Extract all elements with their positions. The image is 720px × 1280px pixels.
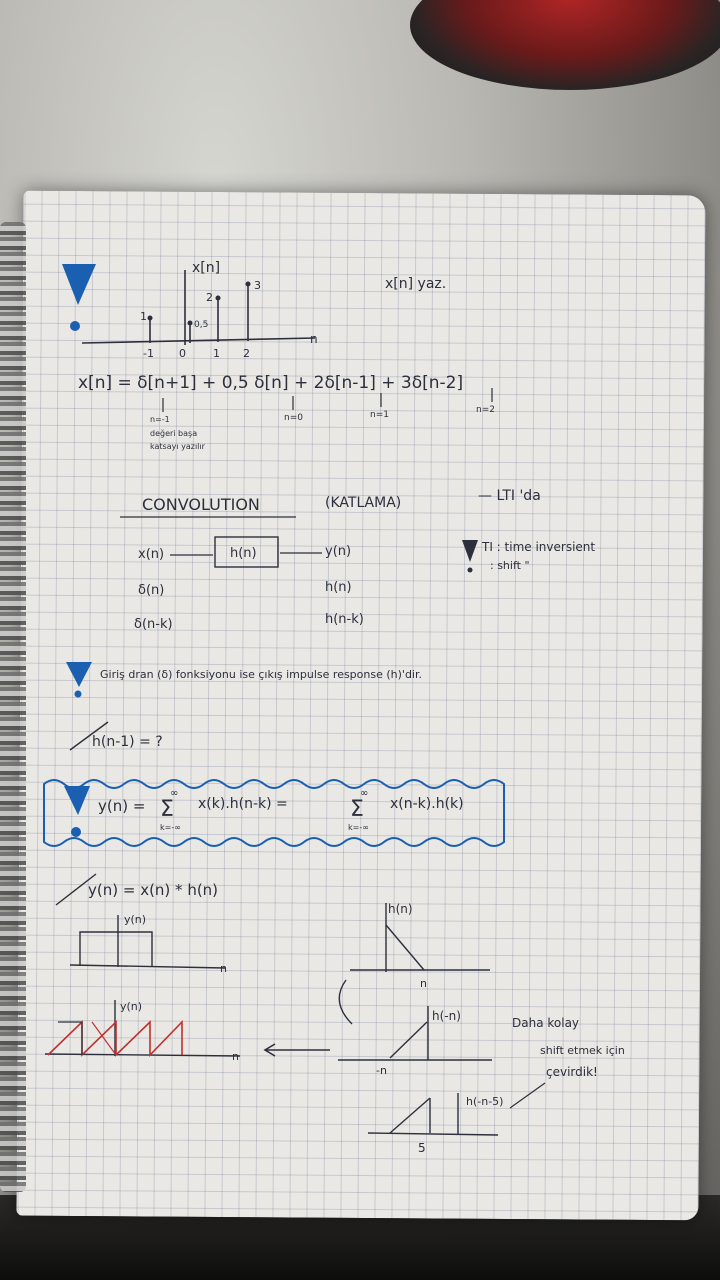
side-note-2: shift etmek için — [540, 1044, 625, 1057]
arrow-label-1: n=-1 — [150, 415, 170, 424]
sum-bottom-2: k=-∞ — [348, 823, 369, 832]
axis-label-xn: x[n] — [192, 260, 221, 276]
side-note-1: Daha kolay — [512, 1016, 580, 1030]
block-label: h(n) — [230, 546, 257, 561]
axis-n: n — [310, 332, 318, 346]
conv-def: y(n) = x(n) * h(n) — [88, 881, 219, 899]
tick-label-4: 2 — [243, 347, 250, 360]
graph-yn-axis: n — [220, 962, 227, 975]
sum-top-2: ∞ — [360, 788, 369, 799]
instruction-text: x[n] yaz. — [385, 276, 447, 292]
ti-note-2: : shift " — [490, 559, 530, 572]
ti-attention-icon — [462, 540, 478, 573]
stem-plot — [82, 270, 315, 345]
sum-top-1: ∞ — [170, 788, 179, 799]
note-line-1: değeri başa — [150, 429, 198, 438]
arrow-label-2: n=0 — [284, 413, 303, 423]
equation: x[n] = δ[n+1] + 0,5 δ[n] + 2δ[n-1] + 3δ[n-2] — [78, 373, 464, 393]
graph-yn-label: y(n) — [124, 913, 147, 926]
graph-h-minus-n-label: h(-n) — [432, 1009, 461, 1023]
graph-hn-label: h(n) — [388, 902, 413, 916]
formula-attention-icon — [64, 786, 90, 837]
graph-five: 5 — [418, 1141, 426, 1155]
sigma-1: Σ — [160, 797, 174, 822]
graph-minus-n: -n — [376, 1064, 387, 1077]
shift-input: δ(n-k) — [134, 617, 173, 632]
shift-output: h(n-k) — [325, 612, 364, 627]
stem-label-4: 3 — [254, 279, 261, 292]
delta-output: h(n) — [325, 580, 352, 595]
tick-label-3: 1 — [213, 347, 220, 360]
stem-label-2: 0,5 — [194, 320, 209, 330]
graph-yn-saw — [45, 1000, 240, 1056]
formula-left: y(n) = — [98, 797, 146, 815]
stem-label-3: 2 — [206, 291, 213, 304]
formula-mid: x(k).h(n-k) = — [198, 796, 288, 812]
ti-note-1: TI : time inversient — [482, 540, 596, 554]
block-output: y(n) — [325, 544, 352, 559]
delta-input: δ(n) — [138, 583, 165, 598]
arrow-label-4: n=2 — [476, 405, 495, 415]
graph-saw-axis: n — [232, 1050, 239, 1063]
tick-label-1: -1 — [143, 347, 154, 360]
lti-note: — LTI 'da — [478, 488, 541, 504]
convolution-subtitle: (KATLAMA) — [325, 495, 402, 511]
graph-saw-label: y(n) — [120, 1000, 143, 1013]
sigma-2: Σ — [350, 797, 364, 822]
blue-attention-icon — [62, 264, 96, 331]
graph-hn — [350, 903, 490, 972]
formula-right: x(n-k).h(k) — [390, 796, 464, 812]
arrow-label-3: n=1 — [370, 410, 389, 420]
note-line-2: katsayı yazılır — [150, 442, 205, 451]
question: h(n-1) = ? — [92, 734, 163, 750]
impulse-attention-icon — [66, 662, 92, 698]
side-note-3: çevirdik! — [546, 1065, 598, 1079]
graph-hn-n: n — [420, 977, 427, 990]
graph-h-minus-n — [338, 980, 492, 1060]
sum-bottom-1: k=-∞ — [160, 823, 181, 832]
impulse-note: Giriş dran (δ) fonksiyonu ise çıkış impulse response (h)'dir. — [100, 668, 422, 681]
graph-shift-label: h(-n-5) — [466, 1095, 504, 1108]
tick-label-2: 0 — [179, 347, 186, 360]
graph-yn-rect — [70, 915, 225, 968]
convolution-title: CONVOLUTION — [142, 495, 260, 514]
stem-label-1: 1 — [140, 310, 147, 323]
block-input: x(n) — [138, 547, 165, 562]
